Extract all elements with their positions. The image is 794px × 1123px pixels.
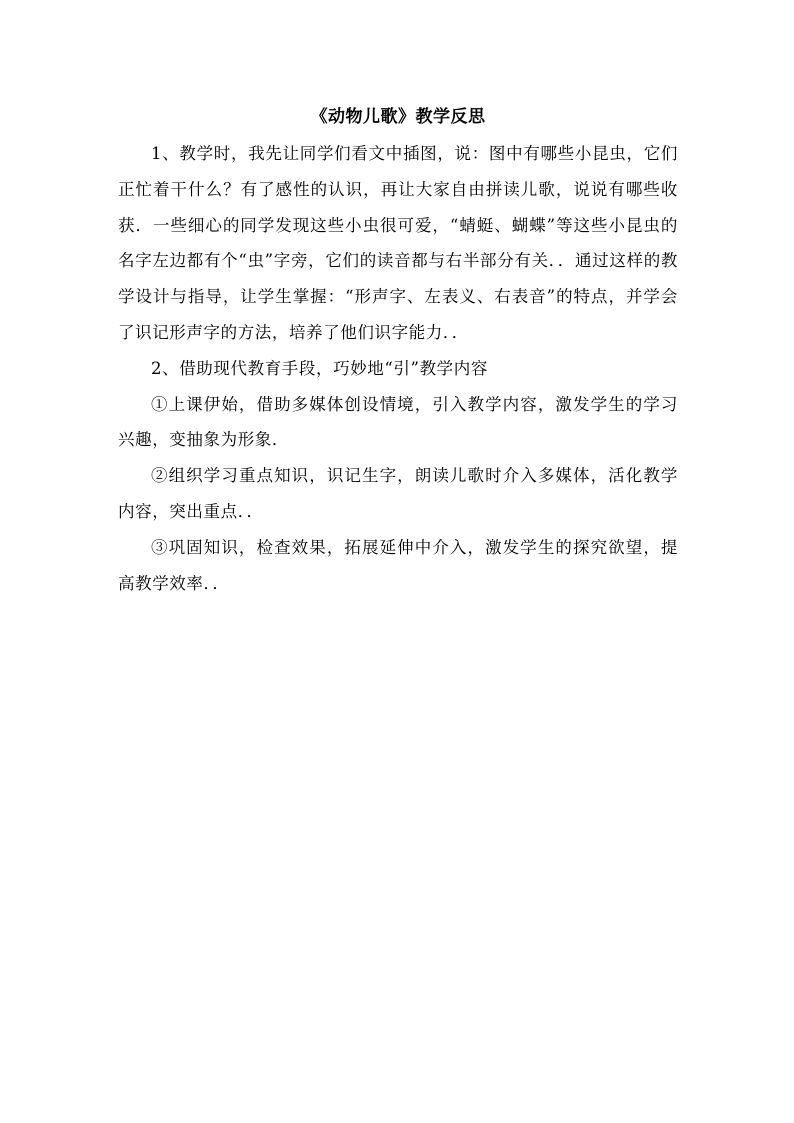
paragraph-2: 2、借助现代教育手段，巧妙地“引”教学内容 [151,358,488,378]
paragraph-4: ②组织学习重点知识，识记生字，朗读儿歌时介入多媒体，活化教学内容，突出重点．． [118,466,678,521]
paragraph-3: ①上课伊始，借助多媒体创设情境，引入教学内容，激发学生的学习兴趣，变抽象为形象． [118,394,678,450]
document-page [118,100,678,601]
document-title: 《动物儿歌》教学反思 [310,107,486,127]
paragraph-5: ③巩固知识，检查效果，拓展延伸中介入，激发学生的探究欲望，提高教学效率．． [118,537,678,593]
paragraph-1: 1、教学时，我先让同学们看文中插图，说：图中有哪些小昆虫，它们正忙着干什么？有了感性的认识，再让大家自由拼读儿歌，说说有哪些收获．一些细心的同学发现这些小虫很可爱，“蜻蜓、蝴蝶”等这些小昆虫的名字左边都有个“虫”字旁，它们的读音都与右半部分有关．．通过这样的教学设计与指导，让学生掌握：“形声字、左表义、右表音”的特点，并学会了识记形声字的方法，培养了他们识字能力．． [118,144,678,342]
